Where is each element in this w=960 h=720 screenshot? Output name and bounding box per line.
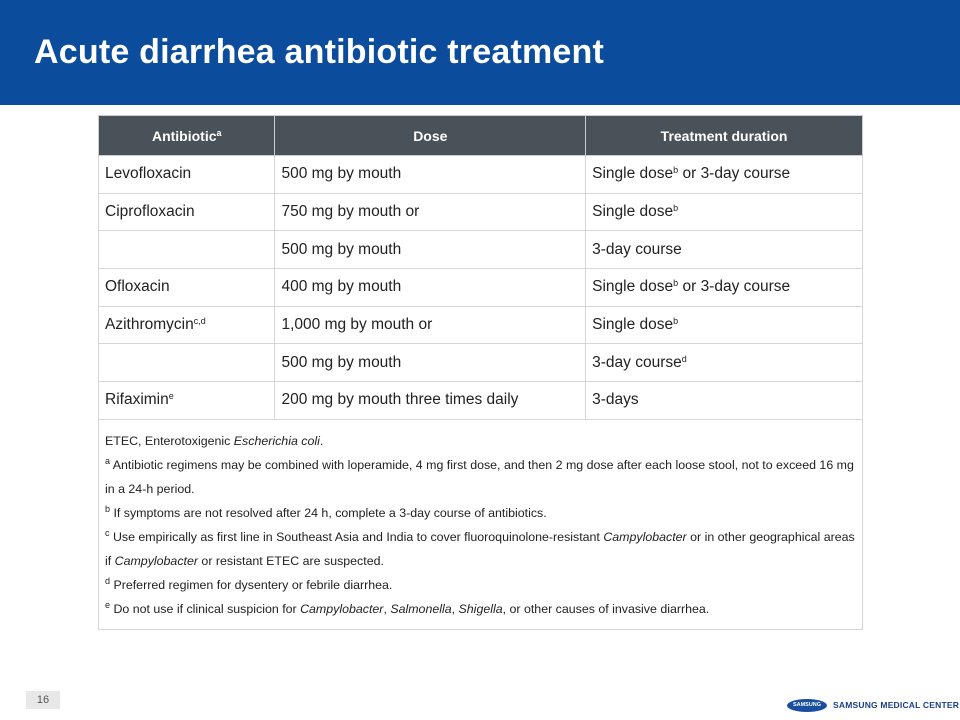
- cell-antibiotic: [99, 231, 275, 269]
- header-dose: Dose: [275, 116, 586, 156]
- header-treatment-duration: Treatment duration: [586, 116, 863, 156]
- page-number: 16: [26, 691, 60, 709]
- cell-duration: Single dose$^b$: [586, 193, 863, 231]
- cell-duration: 3-day course$^d$: [586, 344, 863, 382]
- cell-duration: 3-days: [586, 382, 863, 420]
- cell-duration: Single dose$^b$: [586, 306, 863, 344]
- footnote-c: $^c$ Use empirically as first line in Southeast Asia and India to cover fluoroquinolone-resistant Campylobacter or in other geographical areas if Campylobacter or resistant ETEC are suspected.: [105, 527, 855, 568]
- page-title: Acute diarrhea antibiotic treatment: [34, 33, 605, 71]
- cell-dose: 1,000 mg by mouth or: [275, 306, 586, 344]
- title-bar: [0, 0, 960, 105]
- cell-antibiotic: Levofloxacin: [99, 156, 275, 194]
- footnote-a: $^a$ Antibiotic regimens may be combined with loperamide, 4 mg first dose, and then 2 mg dose after each loose stool, not to exceed 16 mg in a 24-h period.: [105, 455, 854, 496]
- cell-dose: 200 mg by mouth three times daily: [275, 382, 586, 420]
- cell-duration: Single dose$^b$ or 3-day course: [586, 156, 863, 194]
- cell-dose: 500 mg by mouth: [275, 344, 586, 382]
- cell-antibiotic: Azithromycin$^{c,d}$: [99, 306, 275, 344]
- cell-dose: 500 mg by mouth: [275, 231, 586, 269]
- table-row: [99, 306, 863, 344]
- footnote-b: $^b$ If symptoms are not resolved after 24 h, complete a 3-day course of antibiotics.: [105, 503, 547, 520]
- table-row: [99, 231, 863, 269]
- cell-dose: 750 mg by mouth or: [275, 193, 586, 231]
- table-row: [99, 382, 863, 420]
- cell-duration: Single dose$^b$ or 3-day course: [586, 269, 863, 307]
- samsung-medical-center-logo: [787, 697, 959, 713]
- cell-antibiotic: Rifaximin$^e$: [99, 382, 275, 420]
- cell-dose: 500 mg by mouth: [275, 156, 586, 194]
- table-row: [99, 344, 863, 382]
- cell-antibiotic: Ofloxacin: [99, 269, 275, 307]
- cell-dose: 400 mg by mouth: [275, 269, 586, 307]
- footnotes-cell: [99, 419, 863, 629]
- footnote-etec: ETEC, Enterotoxigenic Escherichia coli.: [105, 433, 324, 448]
- footnote-d: $^d$ Preferred regimen for dysentery or febrile diarrhea.: [105, 575, 393, 592]
- table-row: [99, 193, 863, 231]
- cell-duration: 3-day course: [586, 231, 863, 269]
- logo-text: SAMSUNG MEDICAL CENTER: [833, 700, 960, 710]
- antibiotic-treatment-table: [98, 115, 863, 630]
- cell-antibiotic: Ciprofloxacin: [99, 193, 275, 231]
- footnotes-row: [99, 419, 863, 629]
- cell-antibiotic: [99, 344, 275, 382]
- table-row: [99, 269, 863, 307]
- footnote-e: $^e$ Do not use if clinical suspicion for Campylobacter, Salmonella, Shigella, or other causes of invasive diarrhea.: [105, 599, 710, 616]
- header-antibiotic: Antibiotic$^a$: [99, 116, 275, 156]
- table-row: [99, 156, 863, 194]
- treatment-table-container: [98, 115, 863, 630]
- table-header-row: [99, 116, 863, 156]
- samsung-logo-icon: SAMSUNG: [787, 699, 827, 712]
